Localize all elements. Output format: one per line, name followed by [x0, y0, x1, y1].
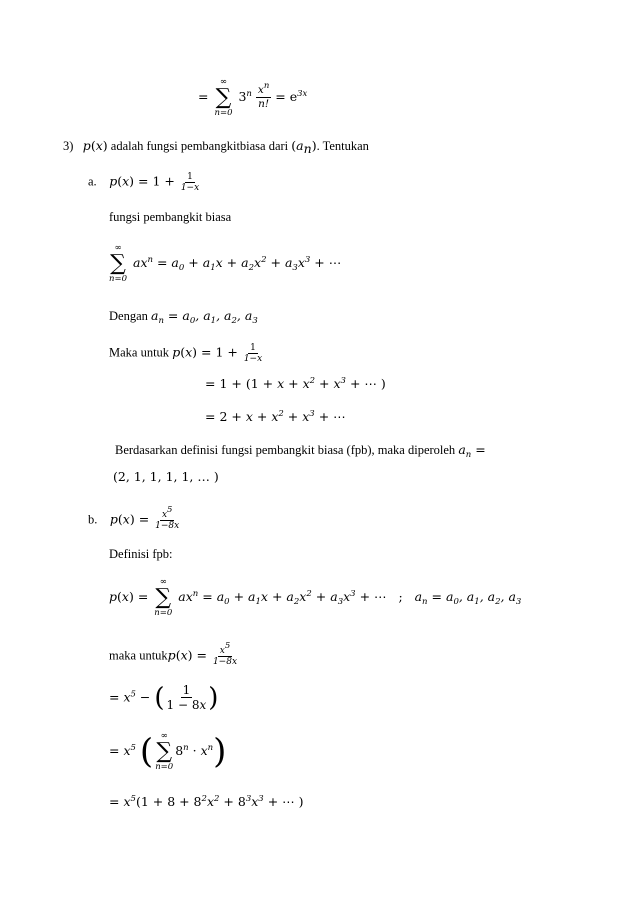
part-b-step2: = $x^5$ ( ∞ ∑ n=0 $8^n \cdot x^n$)	[109, 731, 227, 772]
part-a-conclusion: Berdasarkan definisi fungsi pembangkit biasa (fpb), maka diperoleh $a_n$ =	[115, 442, 486, 460]
part-b-fpb: p(x) = ∞ ∑ n=0 $ax^n = a_0 + a_1x + a_2x^2 + a_3x^3$ + ⋯ ; $a_n = a_0$, $a_1$, $a_2$, $a_3$	[109, 577, 522, 618]
part-a-step2: = $2 + x + x^2 + x^3$ + ⋯	[205, 409, 346, 424]
part-a-sequence: (2, 1, 1, 1, 1, … )	[113, 469, 219, 484]
part-b-definisi: Definisi fpb:	[109, 547, 173, 561]
part-a-dengan: Dengan $a_n = a_0$, $a_1$, $a_2$, $a_3$	[109, 308, 258, 326]
fraction: $\frac{x^n}{n!}$	[257, 81, 270, 110]
part-a-maka: Maka untuk p(x) = 1 + $\frac{1}{1-x}$	[109, 343, 263, 365]
sigma-symbol: ∞ ∑ n=0	[214, 77, 233, 118]
fraction: $\frac{1}{1 - 8x}$	[166, 683, 207, 713]
part-a-definition: a. p(x) = 1 + $\frac{1}{1-x}$	[88, 172, 200, 194]
top-sum-equation: = ∞ ∑ n=0 3$^n$ $\frac{x^n}{n!}$ = $e^{3x}$	[198, 77, 308, 118]
question-3-heading: 3) p(x) adalah fungsi pembangkitbiasa dari $(a_n)$. Tentukan	[63, 138, 369, 156]
sigma-symbol: ∞ ∑ n=0	[155, 731, 174, 772]
part-a-heading: fungsi pembangkit biasa	[109, 210, 232, 224]
fraction: $\frac{1}{1-x}$	[180, 172, 200, 194]
part-b-maka: maka untukp(x) = $\frac{x^5}{1-8x}$	[109, 641, 238, 668]
part-b-step3: = $x^5(1 + 8 + 8^2x^2 + 8^3x^3$ + ⋯ )	[109, 794, 304, 809]
fraction: $\frac{x^5}{1-8x}$	[212, 641, 238, 668]
part-b-step1: = $x^5$ − ( $\frac{1}{1 - 8x}$ )	[109, 682, 219, 713]
part-a-series: ∞ ∑ n=0 $ax^n = a_0 + a_1x + a_2x^2 + a_3x^3$ + ⋯	[109, 243, 342, 284]
sigma-symbol: ∞ ∑ n=0	[154, 577, 173, 618]
fraction: $\frac{1}{1-x}$	[243, 343, 263, 365]
part-b-definition: b. p(x) = $\frac{x^5}{1-8x}$	[88, 505, 180, 532]
sigma-symbol: ∞ ∑ n=0	[109, 243, 128, 284]
part-a-step1: = $1 + (1 + x + x^2 + x^3$ + ⋯ )	[205, 376, 386, 391]
fraction: $\frac{x^5}{1-8x}$	[155, 505, 180, 532]
